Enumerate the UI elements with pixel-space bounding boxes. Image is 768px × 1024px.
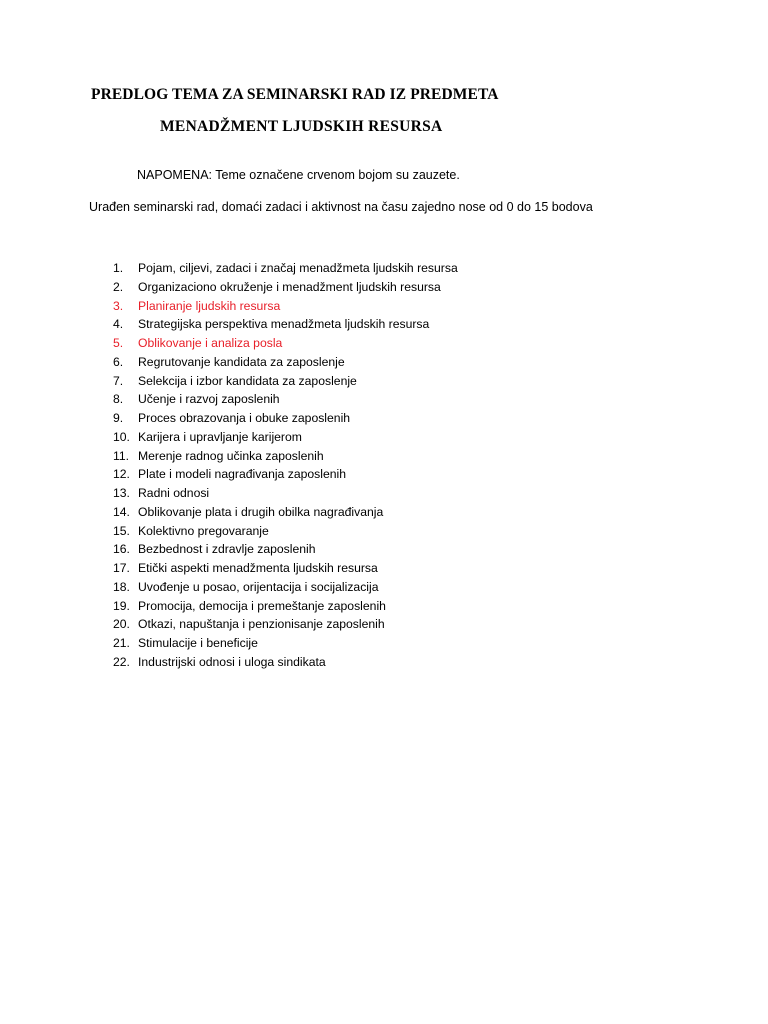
- topic-number: 5.: [113, 336, 124, 350]
- topic-text: Uvođenje u posao, orijentacija i socijalizacija: [138, 579, 379, 594]
- topic-number: 15.: [113, 523, 130, 538]
- topic-number: 4.: [113, 317, 124, 332]
- topic-number: 1.: [113, 261, 124, 275]
- topic-text: Bezbednost i zdravlje zaposlenih: [138, 542, 316, 557]
- topic-number: 8.: [113, 392, 124, 407]
- topic-number: 2.: [113, 279, 124, 294]
- topic-text: Kolektivno pregovaranje: [138, 523, 269, 538]
- topic-number: 12.: [113, 467, 130, 482]
- topic-number: 19.: [113, 598, 130, 613]
- topic-number: 20.: [113, 617, 130, 632]
- topic-text: Oblikovanje i analiza posla: [138, 336, 283, 350]
- topic-number: 18.: [113, 579, 130, 594]
- grading-info-text: Urađen seminarski rad, domaći zadaci i aktivnost na času zajedno nose od 0 do 15 bodova: [89, 200, 593, 214]
- topic-text: Radni odnosi: [138, 486, 210, 500]
- topic-text: Plate i modeli nagrađivanja zaposlenih: [138, 467, 346, 482]
- topic-number: 13.: [113, 486, 130, 500]
- topic-text: Selekcija i izbor kandidata za zaposlenje: [138, 373, 357, 388]
- topic-number: 17.: [113, 561, 130, 575]
- note-text: NAPOMENA: Teme označene crvenom bojom su zauzete.: [137, 168, 460, 182]
- topic-text: Učenje i razvoj zaposlenih: [138, 392, 280, 407]
- topic-text: Regrutovanje kandidata za zaposlenje: [138, 354, 345, 369]
- topic-number: 10.: [113, 429, 130, 444]
- topic-text: Merenje radnog učinka zaposlenih: [138, 448, 324, 463]
- topic-number: 11.: [113, 448, 130, 463]
- topic-number: 9.: [113, 411, 124, 425]
- topic-text: Stimulacije i beneficije: [138, 636, 258, 650]
- topic-number: 21.: [113, 636, 130, 650]
- document-title: PREDLOG TEMA ZA SEMINARSKI RAD IZ PREDMETA: [91, 86, 499, 103]
- topic-number: 22.: [113, 654, 130, 669]
- document-subtitle: MENADŽMENT LJUDSKIH RESURSA: [160, 118, 443, 135]
- topic-number: 7.: [113, 373, 124, 388]
- topic-text: Planiranje ljudskih resursa: [138, 298, 281, 313]
- topic-text: Industrijski odnosi i uloga sindikata: [138, 654, 326, 669]
- topic-text: Otkazi, napuštanja i penzionisanje zaposlenih: [138, 617, 385, 632]
- topic-text: Karijera i upravljanje karijerom: [138, 429, 302, 444]
- topic-text: Etički aspekti menadžmenta ljudskih resursa: [138, 561, 378, 575]
- topic-text: Pojam, ciljevi, zadaci i značaj menadžmeta ljudskih resursa: [138, 261, 458, 275]
- topic-number: 3.: [113, 298, 124, 313]
- topic-text: Organizaciono okruženje i menadžment ljudskih resursa: [138, 279, 441, 294]
- topic-text: Promocija, democija i premeštanje zaposlenih: [138, 598, 386, 613]
- topic-text: Proces obrazovanja i obuke zaposlenih: [138, 411, 351, 425]
- topic-text: Oblikovanje plata i drugih obilka nagrađivanja: [138, 504, 384, 519]
- topic-number: 16.: [113, 542, 130, 557]
- topic-text: Strategijska perspektiva menadžmeta ljudskih resursa: [138, 317, 430, 332]
- topic-number: 6.: [113, 354, 124, 369]
- topic-number: 14.: [113, 504, 130, 519]
